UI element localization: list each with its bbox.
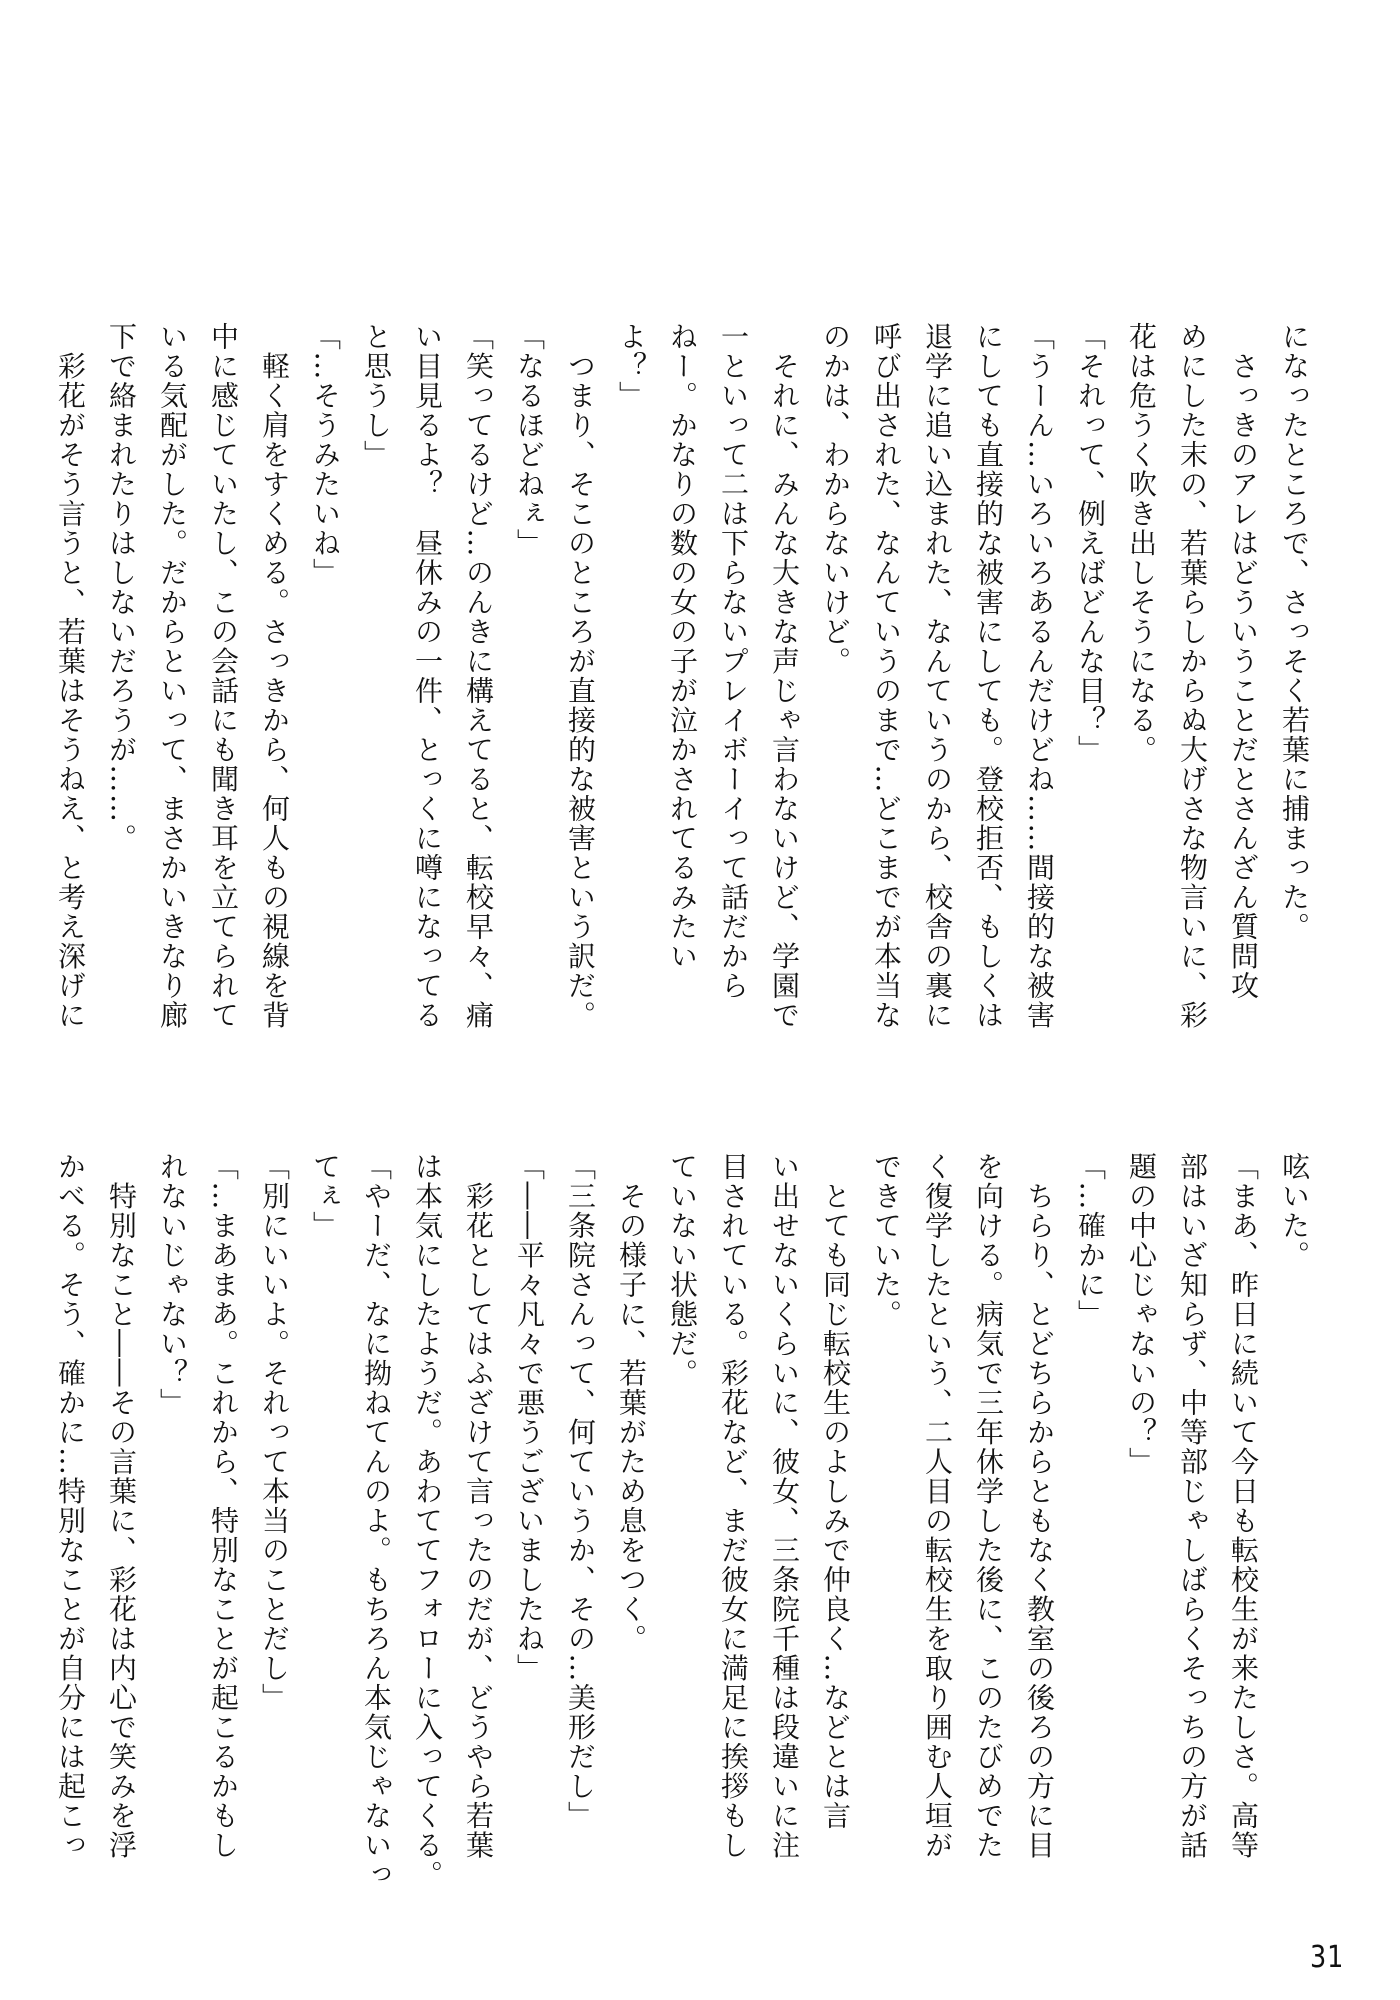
text-line: 「それって、例えばどんな目？」 xyxy=(1074,322,1107,765)
text-line: 「…そうみたいね」 xyxy=(309,322,342,588)
text-line: ていない状態だ。 xyxy=(666,1152,699,1388)
text-line: めにした末の、若葉らしからぬ大げさな物言いに、彩 xyxy=(1176,322,1209,1030)
text-line: 彩花がそう言うと、若葉はそうねえ、と考え深げに xyxy=(54,322,87,1030)
text-line: になったところで、さっそく若葉に捕まった。 xyxy=(1278,322,1311,942)
page-number: 31 xyxy=(1309,1940,1344,1975)
text-line: 題の中心じゃないの？」 xyxy=(1125,1152,1158,1477)
text-line: 「…確かに」 xyxy=(1074,1152,1107,1329)
text-line: と思うし」 xyxy=(360,322,393,470)
text-line: かべる。そう、確かに…特別なことが自分には起こっ xyxy=(54,1152,87,1860)
text-line: つまり、そこのところが直接的な被害という訳だ。 xyxy=(564,322,597,1030)
text-line: 特別なこと――その言葉に、彩花は内心で笑みを浮 xyxy=(105,1152,138,1860)
text-line: 呟いた。 xyxy=(1278,1152,1311,1270)
upper-text-block xyxy=(54,322,1320,1102)
text-line: てぇ」 xyxy=(309,1152,342,1241)
text-line: 「――平々凡々で悪うございましたね」 xyxy=(513,1152,546,1683)
text-line: 中に感じていたし、この会話にも聞き耳を立てられて xyxy=(207,322,240,1030)
text-line: ねー。かなりの数の女の子が泣かされてるみたい xyxy=(666,322,699,971)
text-line: にしても直接的な被害にしても。登校拒否、もしくは xyxy=(972,322,1005,1030)
text-line: 「笑ってるけど…のんきに構えてると、転校早々、痛 xyxy=(462,322,495,1030)
text-line: 部はいざ知らず、中等部じゃしばらくそっちの方が話 xyxy=(1176,1152,1209,1860)
text-line: 「やーだ、なに拗ねてんのよ。もちろん本気じゃないっ xyxy=(360,1152,393,1890)
text-line: 一といって二は下らないプレイボーイって話だから xyxy=(717,322,750,1001)
lower-text-block xyxy=(54,1152,1320,1932)
text-line: 彩花としてはふざけて言ったのだが、どうやら若葉 xyxy=(462,1152,495,1860)
text-line: れないじゃない？」 xyxy=(156,1152,189,1418)
text-line: その様子に、若葉がため息をつく。 xyxy=(615,1152,648,1654)
text-line: さっきのアレはどういうことだとさんざん質問攻 xyxy=(1227,322,1260,1001)
text-line: 「三条院さんって、何ていうか、その…美形だし」 xyxy=(564,1152,597,1831)
text-line: 「うーん…いろいろあるんだけどね……間接的な被害 xyxy=(1023,322,1056,1030)
text-line: 花は危うく吹き出しそうになる。 xyxy=(1125,322,1158,765)
text-line: 「別にいいよ。それって本当のことだし」 xyxy=(258,1152,291,1713)
text-line: のかは、わからないけど。 xyxy=(819,322,852,676)
text-line: できていた。 xyxy=(870,1152,903,1329)
text-line: 「…まあまあ。これから、特別なことが起こるかもし xyxy=(207,1152,240,1860)
text-line: ちらり、とどちらからともなく教室の後ろの方に目 xyxy=(1023,1152,1056,1860)
text-line: を向ける。病気で三年休学した後に、このたびめでた xyxy=(972,1152,1005,1860)
text-line: 呼び出された、なんていうのまで…どこまでが本当な xyxy=(870,322,903,1030)
text-line: 「まあ、昨日に続いて今日も転校生が来たしさ。高等 xyxy=(1227,1152,1260,1860)
text-line: それに、みんな大きな声じゃ言わないけど、学園で xyxy=(768,322,801,1030)
text-line: は本気にしたようだ。あわててフォローに入ってくる。 xyxy=(411,1152,444,1890)
text-line: 「なるほどねぇ」 xyxy=(513,322,546,558)
text-line: く復学したという、二人目の転校生を取り囲む人垣が xyxy=(921,1152,954,1860)
text-line: 下で絡まれたりはしないだろうが……。 xyxy=(105,322,138,853)
text-line: よ？」 xyxy=(615,322,648,411)
text-line: とても同じ転校生のよしみで仲良く…などとは言 xyxy=(819,1152,852,1831)
text-line: い目見るよ？ 昼休みの一件、とっくに噂になってる xyxy=(411,322,444,1030)
text-line: 退学に追い込まれた、なんていうのから、校舎の裏に xyxy=(921,322,954,1030)
text-line: 軽く肩をすくめる。さっきから、何人もの視線を背 xyxy=(258,322,291,1030)
text-line: いる気配がした。だからといって、まさかいきなり廊 xyxy=(156,322,189,1030)
text-line: い出せないくらいに、彼女、三条院千種は段違いに注 xyxy=(768,1152,801,1860)
text-line: 目されている。彩花など、まだ彼女に満足に挨拶もし xyxy=(717,1152,750,1860)
